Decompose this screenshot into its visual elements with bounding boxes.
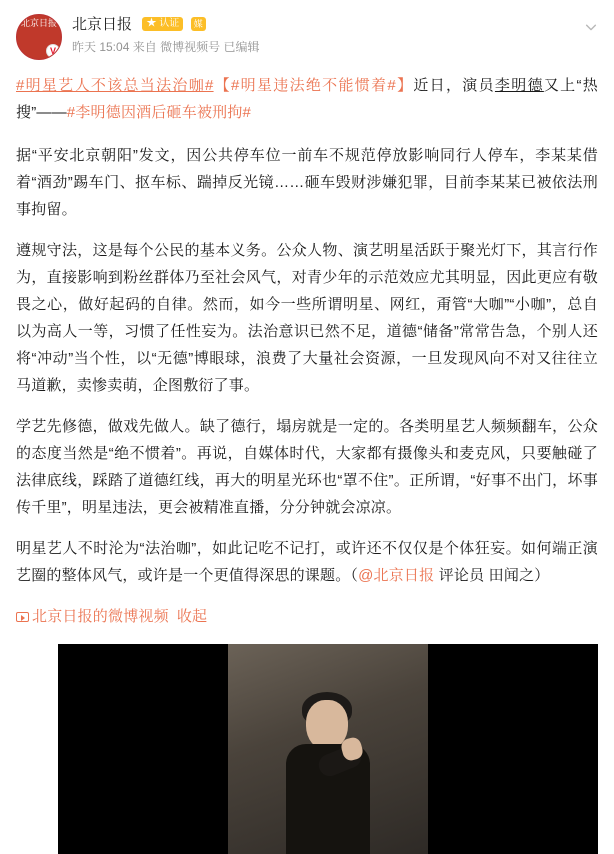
author-name[interactable]: 北京日报 — [72, 16, 133, 33]
post-meta — [72, 39, 598, 55]
post-content — [0, 60, 614, 630]
post-time: 昨天 15:04 — [72, 40, 130, 54]
edited-label: 已编辑 — [223, 40, 260, 54]
video-icon — [16, 612, 29, 622]
video-link-row — [16, 603, 598, 630]
post-header — [0, 0, 614, 60]
paragraph-1 — [16, 72, 598, 126]
from-label: 来自 — [132, 40, 157, 54]
person-link[interactable]: 李明德 — [494, 77, 544, 94]
avatar[interactable] — [16, 14, 62, 60]
person-figure — [268, 684, 388, 854]
paragraph-5-text: 明星艺人不时沦为“法治咖”，如此记吃不记打，或许还不仅仅是个体狂妄。如何端正演艺圈的整体风气，或许是一个更值得深思的课题。（ — [16, 540, 598, 584]
hashtag-3[interactable]: #李明德因酒后砸车被刑拘# — [66, 104, 252, 121]
paragraph-2: 据“平安北京朝阳”发文，因公共停车位一前车不规范停放影响同行人停车，李某某借着“酒劲”踢车门、抠车标、踹掉反光镜……砸车毁财涉嫌犯罪，目前李某某已被依法刑事拘留。 — [16, 147, 598, 218]
video-link[interactable]: 北京日报的微博视频 — [32, 608, 169, 625]
video-frame — [228, 644, 428, 854]
paragraph-4: 学艺先修德，做戏先做人。缺了德行，塌房就是一定的。各类明星艺人频频翻车，公众的态度当然是“绝不惯着”。再说，自媒体时代，大家都有摄像头和麦克风，只要触碰了法律底线，踩踏了道德红线，再大的明星光环也“罩不住”。正所谓，“好事不出门，坏事传千里”，明星违法，更会被精准直播，分分钟就会凉凉。 — [16, 418, 598, 516]
collapse-link[interactable]: 收起 — [176, 608, 208, 625]
author-block — [72, 14, 598, 55]
post-source-link[interactable]: 微博视频号 — [160, 40, 221, 54]
hashtag-1[interactable]: #明星艺人不该总当法治咖# — [16, 77, 214, 94]
paragraph-5 — [16, 535, 598, 589]
verified-badge-icon: V — [46, 44, 60, 58]
chevron-down-icon[interactable] — [584, 20, 598, 34]
mention-link[interactable]: @北京日报 — [358, 567, 435, 584]
paragraph-1-text-b: 又上“热搜”—— — [16, 77, 598, 121]
avatar-label: 北京日报 — [20, 19, 57, 29]
level-badge: 媒 — [191, 17, 206, 31]
paragraph-1-text-a: 近日，演员 — [413, 77, 495, 94]
paragraph-3: 遵规守法，这是每个公民的基本义务。公众人物、演艺明星活跃于聚光灯下，其言行作为，直接影响到粉丝群体乃至社会风气，对青少年的示范效应尤其明显，因此更应有敬畏之心，做好起码的自律。然而，如今一些所谓明星、网红，甭管“大咖”“小咖”，总自以为高人一等，习惯了任性妄为。法治意识已然不足，道德“储备”常常告急，个别人还将“冲动”当个性，以“无德”博眼球，浪费了大量社会资源，一旦发现风向不对又往往立马道歉，卖惨卖萌，企图敷衍了事。 — [16, 242, 598, 394]
video-thumbnail[interactable] — [58, 644, 598, 854]
hashtag-2[interactable]: 【#明星违法绝不能惯着#】 — [213, 77, 414, 94]
vip-badge: ★ 认证 — [142, 17, 183, 31]
paragraph-5-tail: 评论员 田闻之） — [434, 567, 550, 584]
